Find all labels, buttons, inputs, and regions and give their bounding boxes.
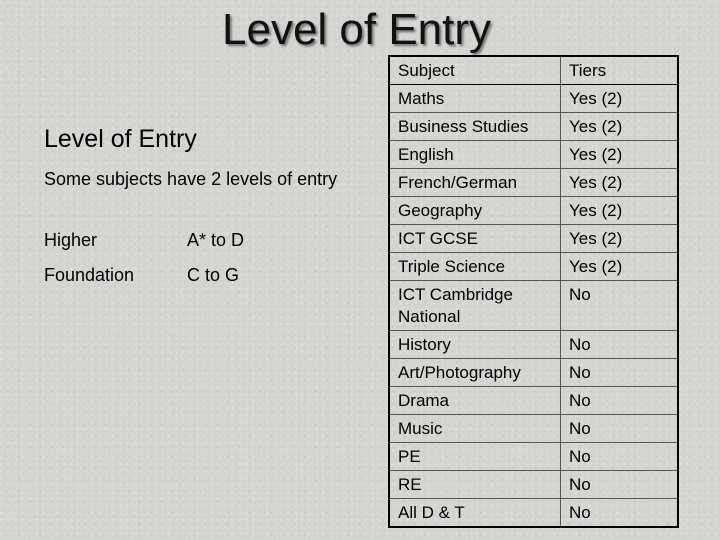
table-row <box>389 281 678 331</box>
tiers-cell: No <box>561 281 679 331</box>
table-row <box>389 197 678 225</box>
level-grades: A* to D <box>187 230 245 250</box>
tiers-cell: No <box>561 471 679 499</box>
tiers-cell: No <box>561 359 679 387</box>
tiers-cell: Yes (2) <box>561 253 679 281</box>
subject-cell: Triple Science <box>389 253 561 281</box>
table-header-row <box>389 56 678 85</box>
subject-cell: Geography <box>389 197 561 225</box>
tiers-cell: No <box>561 499 679 528</box>
subject-cell: ICT GCSE <box>389 225 561 253</box>
subject-cell: History <box>389 331 561 359</box>
tiers-cell: No <box>561 331 679 359</box>
level-name: Foundation <box>44 265 135 285</box>
table-row <box>389 471 678 499</box>
subject-cell: Art/Photography <box>389 359 561 387</box>
subject-cell: Drama <box>389 387 561 415</box>
tiers-cell: Yes (2) <box>561 169 679 197</box>
table-row <box>389 387 678 415</box>
subject-cell: Business Studies <box>389 113 561 141</box>
table-row <box>389 169 678 197</box>
subjects-table <box>388 55 679 528</box>
subject-cell: English <box>389 141 561 169</box>
table-row <box>389 499 678 528</box>
tiers-cell: Yes (2) <box>561 225 679 253</box>
level-name: Higher <box>44 230 98 250</box>
tiers-cell: Yes (2) <box>561 197 679 225</box>
table-row <box>389 141 678 169</box>
subject-cell: Maths <box>389 85 561 113</box>
section-heading: Level of Entry <box>44 125 197 153</box>
tiers-cell: Yes (2) <box>561 141 679 169</box>
subject-cell: ICT Cambridge National <box>389 281 561 331</box>
subject-cell: All D & T <box>389 499 561 528</box>
table-row <box>389 225 678 253</box>
slide-title: Level of Entry <box>222 5 492 54</box>
header-tiers: Tiers <box>561 56 679 85</box>
table-row <box>389 443 678 471</box>
table-row <box>389 113 678 141</box>
header-subject: Subject <box>389 56 561 85</box>
table-row <box>389 253 678 281</box>
subject-cell: RE <box>389 471 561 499</box>
subject-cell: PE <box>389 443 561 471</box>
subject-cell: French/German <box>389 169 561 197</box>
tiers-cell: Yes (2) <box>561 85 679 113</box>
table-row <box>389 359 678 387</box>
table-row <box>389 415 678 443</box>
tiers-cell: Yes (2) <box>561 113 679 141</box>
intro-text: Some subjects have 2 levels of entry <box>44 169 338 189</box>
table-row <box>389 331 678 359</box>
subject-cell: Music <box>389 415 561 443</box>
table-row <box>389 85 678 113</box>
level-grades: C to G <box>187 265 240 285</box>
tiers-cell: No <box>561 387 679 415</box>
tiers-cell: No <box>561 415 679 443</box>
tiers-cell: No <box>561 443 679 471</box>
